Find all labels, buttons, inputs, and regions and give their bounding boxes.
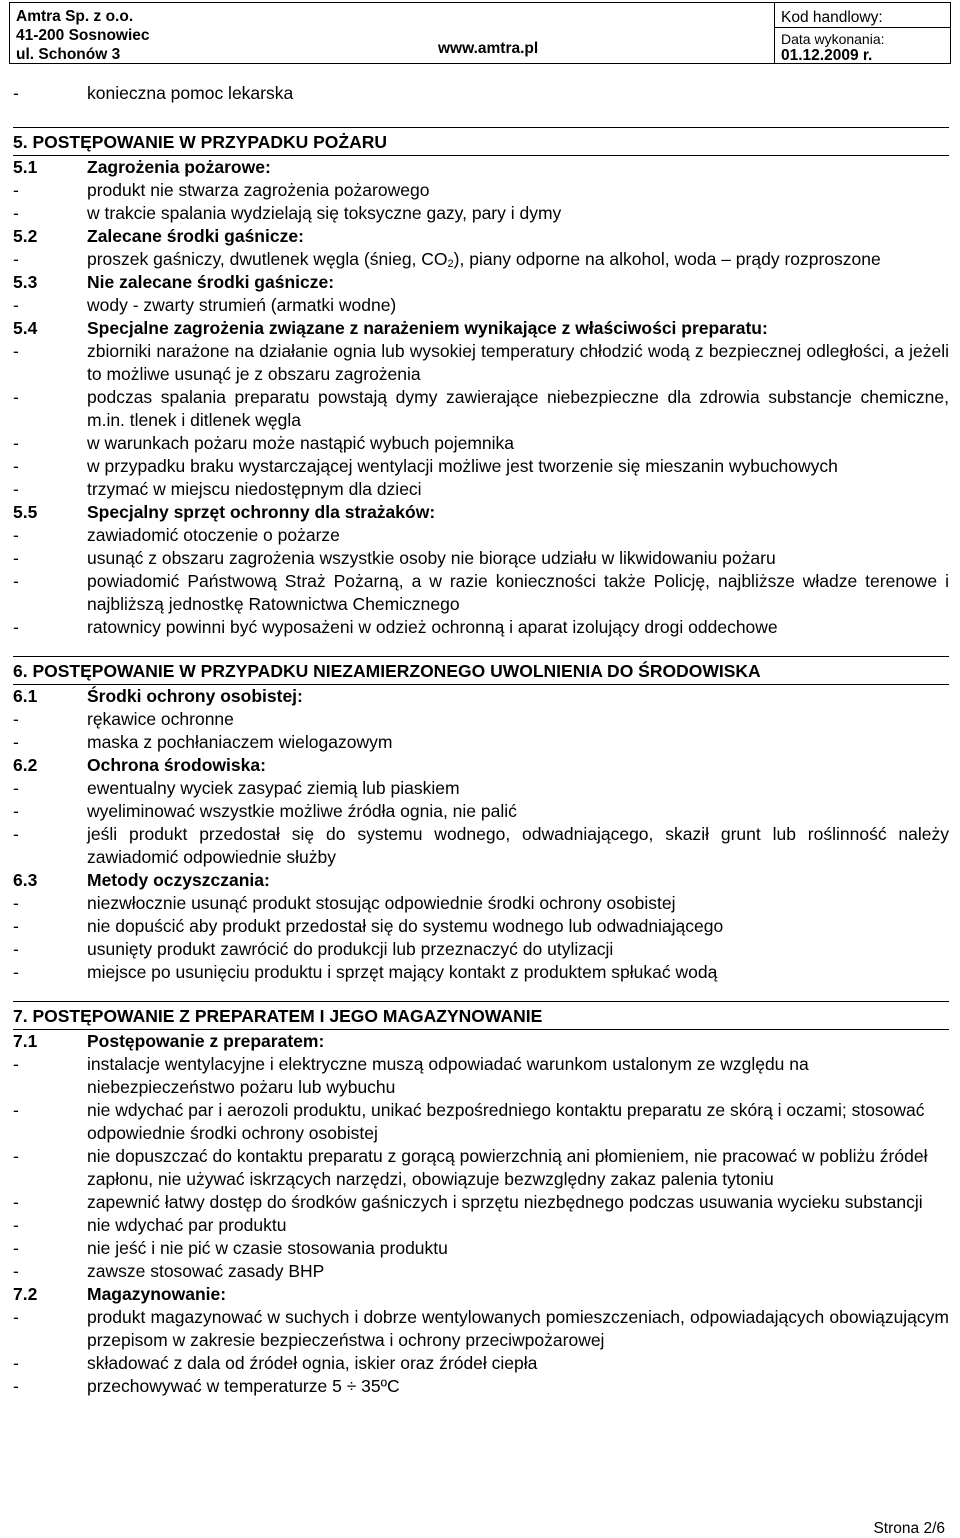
list-item: - ratownicy powinni być wyposażeni w odzież ochronną i aparat izolujący drogi oddechowe xyxy=(13,617,778,637)
kod-handlowy-label: Kod handlowy: xyxy=(775,3,950,28)
page-number: Strona 2/6 xyxy=(873,1520,945,1537)
list-item: - produkt nie stwarza zagrożenia pożarowego xyxy=(13,180,430,200)
meta-block xyxy=(774,3,950,63)
subsection-heading: 6.3 Metody oczyszczania: xyxy=(13,870,270,890)
list-item: - nie wdychać par produktu xyxy=(13,1215,287,1235)
company-name: Amtra Sp. z o.o. xyxy=(16,8,134,25)
subsection-heading: 7.2 Magazynowanie: xyxy=(13,1284,227,1304)
list-item: - zawsze stosować zasady BHP xyxy=(13,1261,325,1281)
subsection-heading: 5.4 Specjalne zagrożenia związane z narażeniem wynikające z właściwości preparatu: xyxy=(13,318,768,338)
list-item: - wody - zwarty strumień (armatki wodne) xyxy=(13,295,397,315)
website-link[interactable]: www.amtra.pl xyxy=(438,40,539,57)
date-value: 01.12.2009 r. xyxy=(781,47,873,64)
document-header xyxy=(9,2,951,64)
list-item: - podczas spalania preparatu powstają dymy zawierające niebezpieczne dla zdrowia substancje chemiczne, m.in. tlenek i ditlenek węgla xyxy=(13,387,949,430)
list-item: - produkt magazynować w suchych i dobrze wentylowanych pomieszczeniach, odpowiadających obowiązującym przepisom w zakresie bezpieczeństwa i ochrony przeciwpożarowej xyxy=(13,1307,949,1350)
list-item: - nie jeść i nie pić w czasie stosowania produktu xyxy=(13,1238,448,1258)
list-item: - maska z pochłaniaczem wielogazowym xyxy=(13,732,393,752)
list-item: - ewentualny wyciek zasypać ziemią lub piaskiem xyxy=(13,778,460,798)
list-item: - usunąć z obszaru zagrożenia wszystkie osoby nie biorące udziału w likwidowaniu pożaru xyxy=(13,548,776,568)
subsection-heading: 7.1 Postępowanie z preparatem: xyxy=(13,1031,325,1051)
subsection-heading: 5.5 Specjalny sprzęt ochronny dla strażaków: xyxy=(13,502,436,522)
list-item: - proszek gaśniczy, dwutlenek węgla (śnieg, $CO_2$), piany odporne na alkohol, woda – prądy rozproszone xyxy=(13,249,881,270)
list-item: - konieczna pomoc lekarska xyxy=(13,83,294,103)
section-5-title: 5. POSTĘPOWANIE W PRZYPADKU POŻARU xyxy=(13,127,949,156)
company-street: ul. Schonów 3 xyxy=(16,46,121,63)
list-item: - nie wdychać par i aerozoli produktu, unikać bezpośredniego kontaktu preparatu ze skórą i oczami; stosować odpowiednie środki ochrony osobistej xyxy=(13,1100,925,1143)
list-item: - trzymać w miejscu niedostępnym dla dzieci xyxy=(13,479,422,499)
list-item: - instalacje wentylacyjne i elektryczne muszą odpowiadać warunkom ustalonym ze względu na niebezpieczeństwo pożaru lub wybuchu xyxy=(13,1054,809,1097)
list-item: - powiadomić Państwową Straż Pożarną, a w razie konieczności także Policję, najbliższe władze terenowe i najbliższą jednostkę Ratownictwa Chemicznego xyxy=(13,571,949,614)
list-item: - nie dopuścić aby produkt przedostał się do systemu wodnego lub odwadniającego xyxy=(13,916,724,936)
list-item: - zbiorniki narażone na działanie ognia lub wysokiej temperatury chłodzić wodą z bezpiecznej odległości, a jeżeli to możliwe usunąć je z obszaru zagrożenia xyxy=(13,341,949,384)
list-item: - usunięty produkt zawrócić do produkcji lub przeznaczyć do utylizacji xyxy=(13,939,614,959)
section-7-title: 7. POSTĘPOWANIE Z PREPARATEM I JEGO MAGAZYNOWANIE xyxy=(13,1001,949,1030)
document-body xyxy=(13,82,949,1398)
list-item: - niezwłocznie usunąć produkt stosując odpowiednie środki ochrony osobistej xyxy=(13,893,676,913)
subsection-heading: 6.1 Środki ochrony osobistej: xyxy=(13,686,303,706)
list-item: - miejsce po usunięciu produktu i sprzęt mający kontakt z produktem spłukać wodą xyxy=(13,962,718,982)
date-label: Data wykonania: xyxy=(781,31,885,47)
date-block xyxy=(775,28,950,64)
list-item: - jeśli produkt przedostał się do systemu wodnego, odwadniającego, skaził grunt lub roślinność należy zawiadomić odpowiednie służby xyxy=(13,824,949,867)
list-item: - w trakcie spalania wydzielają się toksyczne gazy, pary i dymy xyxy=(13,203,562,223)
list-item: - zapewnić łatwy dostęp do środków gaśniczych i sprzętu niezbędnego podczas usuwania wycieku substancji xyxy=(13,1192,923,1212)
list-item: - w warunkach pożaru może nastąpić wybuch pojemnika xyxy=(13,433,515,453)
company-postal: 41-200 Sosnowiec xyxy=(16,27,150,44)
list-item: - w przypadku braku wystarczającej wentylacji możliwe jest tworzenie się mieszanin wybuchowych xyxy=(13,456,838,476)
list-item: - zawiadomić otoczenie o pożarze xyxy=(13,525,340,545)
section-6-title: 6. POSTĘPOWANIE W PRZYPADKU NIEZAMIERZONEGO UWOLNIENIA DO ŚRODOWISKA xyxy=(13,656,949,685)
list-item: - rękawice ochronne xyxy=(13,709,234,729)
subsection-heading: 6.2 Ochrona środowiska: xyxy=(13,755,266,775)
list-item: - nie dopuszczać do kontaktu preparatu z gorącą powierzchnią ani płomieniem, nie pracować w pobliżu źródeł zapłonu, nie używać iskrzących narzędzi, obowiązuje bezwzględny zakaz palenia tytoniu xyxy=(13,1146,928,1189)
subsection-heading: 5.1 Zagrożenia pożarowe: xyxy=(13,157,271,177)
list-item: - przechowywać w temperaturze 5 ÷ 35ºC xyxy=(13,1376,400,1396)
list-item: - wyeliminować wszystkie możliwe źródła ognia, nie palić xyxy=(13,801,517,821)
subsection-heading: 5.3 Nie zalecane środki gaśnicze: xyxy=(13,272,335,292)
website-block xyxy=(268,3,774,63)
company-block xyxy=(10,3,268,63)
list-item: - składować z dala od źródeł ognia, iskier oraz źródeł ciepła xyxy=(13,1353,538,1373)
subsection-heading: 5.2 Zalecane środki gaśnicze: xyxy=(13,226,304,246)
